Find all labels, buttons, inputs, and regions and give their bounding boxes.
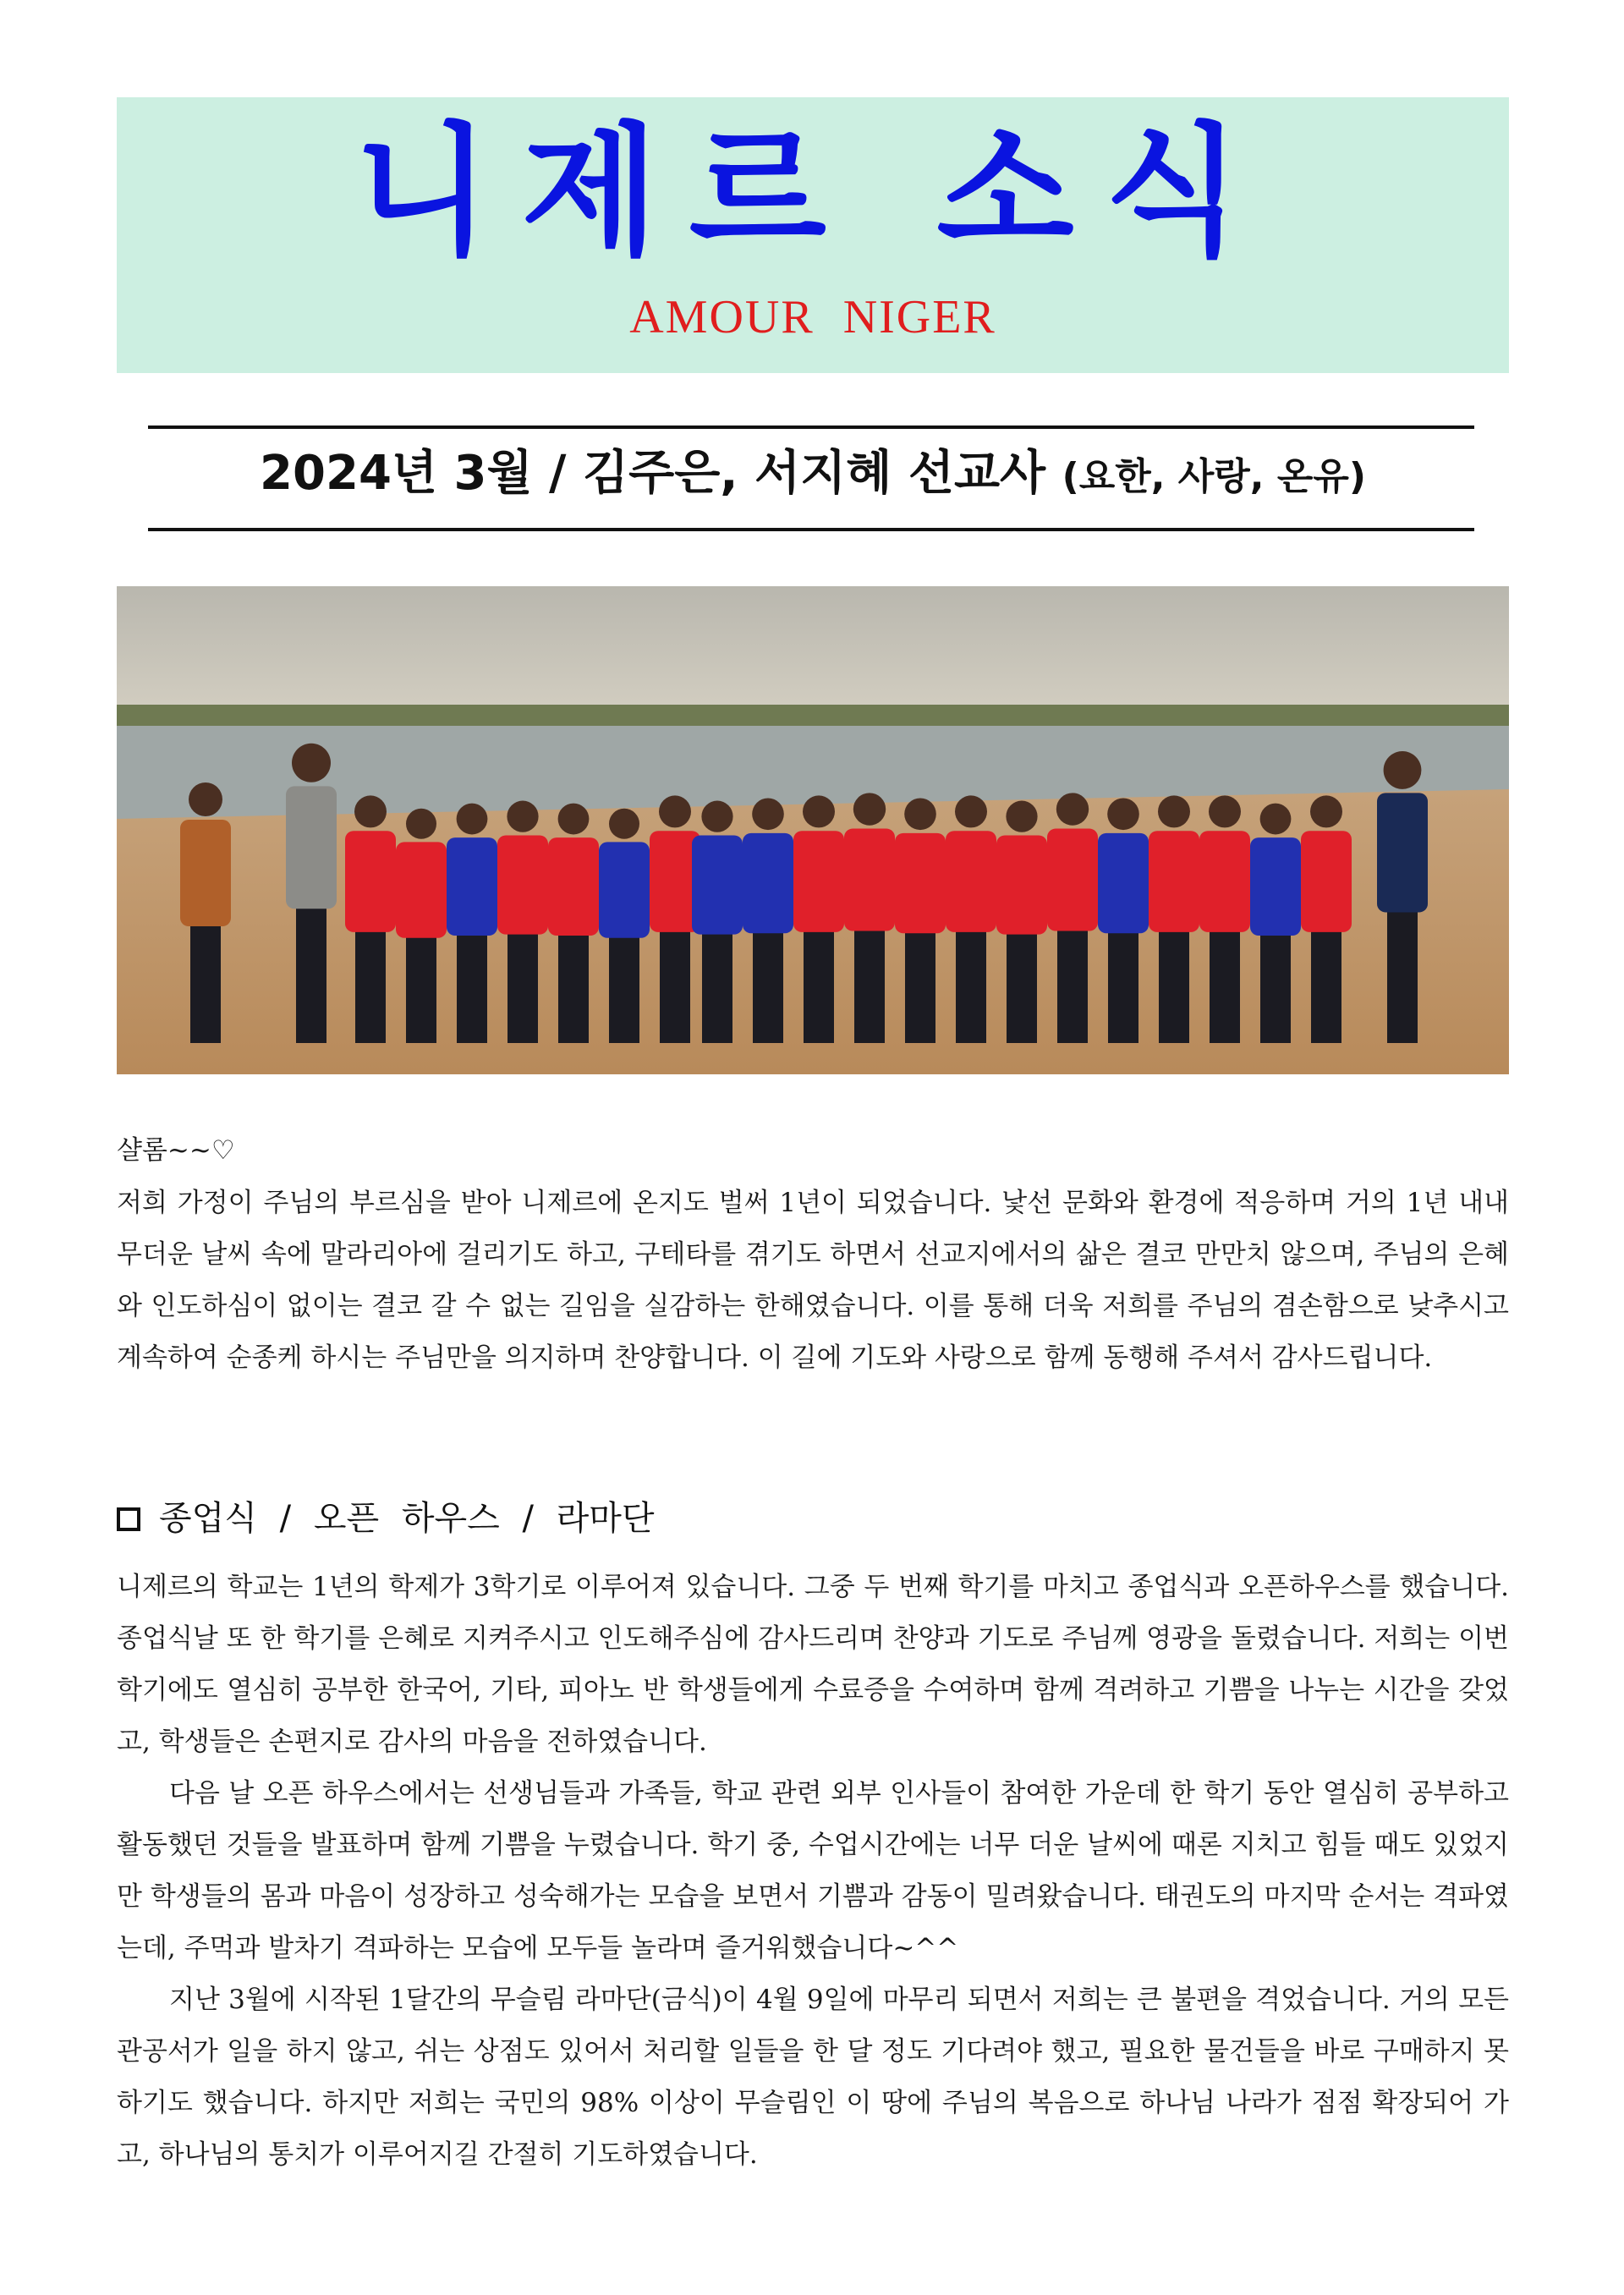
section-paragraph: 다음 날 오픈 하우스에서는 선생님들과 가족들, 학교 관련 외부 인사들이 참여한 가운데 한 학기 동안 열심히 공부하고 활동했던 것들을 발표하며 함께 기쁨을 누렸습니다. 학기 중, 수업시간에는 너무 더운 날씨에 때론 지치고 힘들 때도 있었지만 학생들의 몸과 마음이 성장하고 성숙해가는 모습을 보면서 기쁨과 감동이 밀려왔습니다. 태권도의 마지막 순서는 격파였는데, 주먹과 발차기 격파하는 모습에 모두들 놀라며 즐거워했습니다~^^ xyxy=(117,1778,1509,1963)
section-paragraph: 니제르의 학교는 1년의 학제가 3학기로 이루어져 있습니다. 그중 두 번째 학기를 마치고 종업식과 오픈하우스를 했습니다. 종업식날 또 한 학기를 은혜로 지켜주시고 인도해주심에 감사드리며 찬양과 기도로 주님께 영광을 돌렸습니다. 저희는 이번 학기에도 열심히 공부한 한국어, 기타, 피아노 반 학생들에게 수료증을 수여하며 함께 격려하고 기쁨을 나누는 시간을 갖었고, 학생들은 손편지로 감사의 마음을 전하였습니다. xyxy=(117,1572,1509,1757)
group-photo-illustration xyxy=(117,586,1509,1074)
section-heading xyxy=(117,1491,655,1540)
checkbox-square-icon xyxy=(117,1507,140,1531)
issue-family: (요한, 사랑, 온유) xyxy=(1062,455,1366,498)
masthead-title: 니제르 소식 xyxy=(354,109,1272,275)
section-heading-label: 종업식 / 오픈 하우스 / 라마단 xyxy=(159,1499,655,1538)
greeting: 샬롬~~♡ xyxy=(117,1135,235,1166)
issue-line xyxy=(117,446,1509,501)
top-rule xyxy=(148,426,1474,429)
masthead-subtitle: AMOUR NIGER xyxy=(629,291,996,343)
masthead xyxy=(117,97,1509,373)
bottom-rule xyxy=(148,528,1474,531)
intro-paragraph: 저희 가정이 주님의 부르심을 받아 니제르에 온지도 벌써 1년이 되었습니다. 낯선 문화와 환경에 적응하며 거의 1년 내내 무더운 날씨 속에 말라리아에 걸리기도 하고, 구테타를 겪기도 하면서 선교지에서의 삶은 결코 만만치 않으며, 주님의 은혜와 인도하심이 없이는 결코 갈 수 없는 길임을 실감하는 한해였습니다. 이를 통해 더욱 저희를 주님의 겸손함으로 낮추시고 계속하여 순종케 하시는 주님만을 의지하며 찬양합니다. 이 길에 기도와 사랑으로 함께 동행해 주셔서 감사드립니다. xyxy=(117,1188,1509,1373)
section-paragraph: 지난 3월에 시작된 1달간의 무슬림 라마단(금식)이 4월 9일에 마무리 되면서 저희는 큰 불편을 격었습니다. 거의 모든 관공서가 일을 하지 않고, 쉬는 상점도 있어서 처리할 일들을 한 달 정도 기다려야 했고, 필요한 물건들을 바로 구매하지 못하기도 했습니다. 하지만 저희는 국민의 98% 이상이 무슬림인 이 땅에 주님의 복음으로 하나님 나라가 점점 확장되어 가고, 하나님의 통치가 이루어지길 간절히 기도하였습니다. xyxy=(117,1985,1509,2170)
issue-date-authors: 2024년 3월 / 김주은, 서지혜 선교사 xyxy=(260,446,1046,501)
section-body xyxy=(117,1562,1509,2181)
group-photo xyxy=(117,586,1509,1074)
